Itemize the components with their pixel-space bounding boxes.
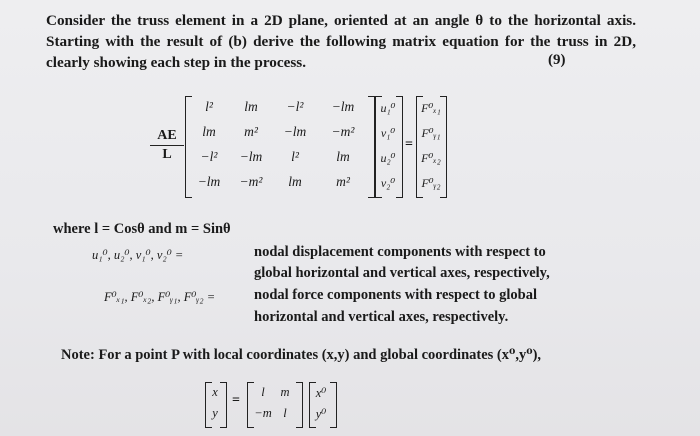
force-entry: F⁰ₓ₂ — [421, 151, 441, 165]
stiffness-cell: −l² — [286, 99, 304, 114]
stiffness-cell: l² — [205, 99, 213, 114]
rotation-equals-sign: = — [232, 393, 240, 408]
factor-fraction — [150, 128, 184, 163]
question-paragraph: Consider the truss element in a 2D plane, oriented at an angle θ to the horizontal axis. Starting with the result of (b) derive the following matrix equation for the truss in 2D, clearly showing each step in the process. — [46, 12, 636, 71]
stiffness-cell: lm — [202, 124, 216, 139]
displacement-description-2: global horizontal and vertical axes, respectively, — [254, 265, 550, 281]
factor-denominator: L — [162, 147, 172, 162]
force-description-1: nodal force components with respect to global — [254, 287, 538, 303]
stiffness-cell: lm — [244, 99, 258, 114]
factor-numerator: AE — [150, 128, 184, 146]
stiffness-cell: l² — [291, 149, 299, 164]
stiffness-right-bracket — [368, 96, 375, 198]
global-x: x⁰ — [315, 386, 327, 400]
stiffness-cell: −l² — [200, 149, 218, 164]
global-right-bracket — [330, 382, 337, 428]
stiffness-cell: −m² — [331, 124, 355, 139]
force-symbols: F⁰ₓ₁, F⁰ₓ₂, F⁰ᵧ₁, F⁰ᵧ₂ = — [104, 290, 216, 304]
local-x: x — [212, 385, 218, 399]
stiffness-cell: lm — [288, 174, 302, 189]
rotation-cell: l — [283, 406, 287, 420]
force-entry: F⁰ᵧ₂ — [421, 176, 441, 190]
stiffness-cell: −lm — [197, 174, 221, 189]
stiffness-cell: lm — [336, 149, 350, 164]
stiffness-cell: −lm — [331, 99, 355, 114]
displacement-entry: v₂⁰ — [380, 176, 396, 190]
force-description-2: horizontal and vertical axes, respectively. — [254, 309, 509, 325]
stiffness-cell: m² — [244, 124, 258, 139]
displacement-entry: u₂⁰ — [380, 151, 396, 165]
displacement-entry: u₁⁰ — [380, 101, 396, 115]
question-marks: (9) — [548, 52, 566, 68]
stiffness-cell: m² — [336, 174, 350, 189]
stiffness-cell: −lm — [283, 124, 307, 139]
displacement-entry: v₁⁰ — [380, 126, 396, 140]
displacement-description-1: nodal displacement components with respect to — [254, 244, 546, 260]
rotation-cell: l — [261, 385, 265, 399]
stiffness-cell: −lm — [239, 149, 263, 164]
force-entry: F⁰ₓ₁ — [421, 101, 441, 115]
displacement-symbols: u₁⁰, u₂⁰, v₁⁰, v₂⁰ = — [92, 248, 184, 262]
note-line: Note: For a point P with local coordinates (x,y) and global coordinates (x⁰,y⁰), — [61, 347, 542, 363]
equals-sign: = — [405, 137, 413, 152]
local-y: y — [212, 406, 218, 420]
rotation-cell: −m — [254, 406, 272, 420]
rotation-cell: m — [280, 385, 290, 399]
rotation-left-bracket — [247, 382, 254, 428]
rotation-right-bracket — [296, 382, 303, 428]
stiffness-cell: −m² — [239, 174, 263, 189]
force-entry: F⁰ᵧ₁ — [421, 126, 441, 140]
global-y: y⁰ — [315, 407, 327, 421]
where-line: where l = Cosθ and m = Sinθ — [53, 221, 231, 237]
